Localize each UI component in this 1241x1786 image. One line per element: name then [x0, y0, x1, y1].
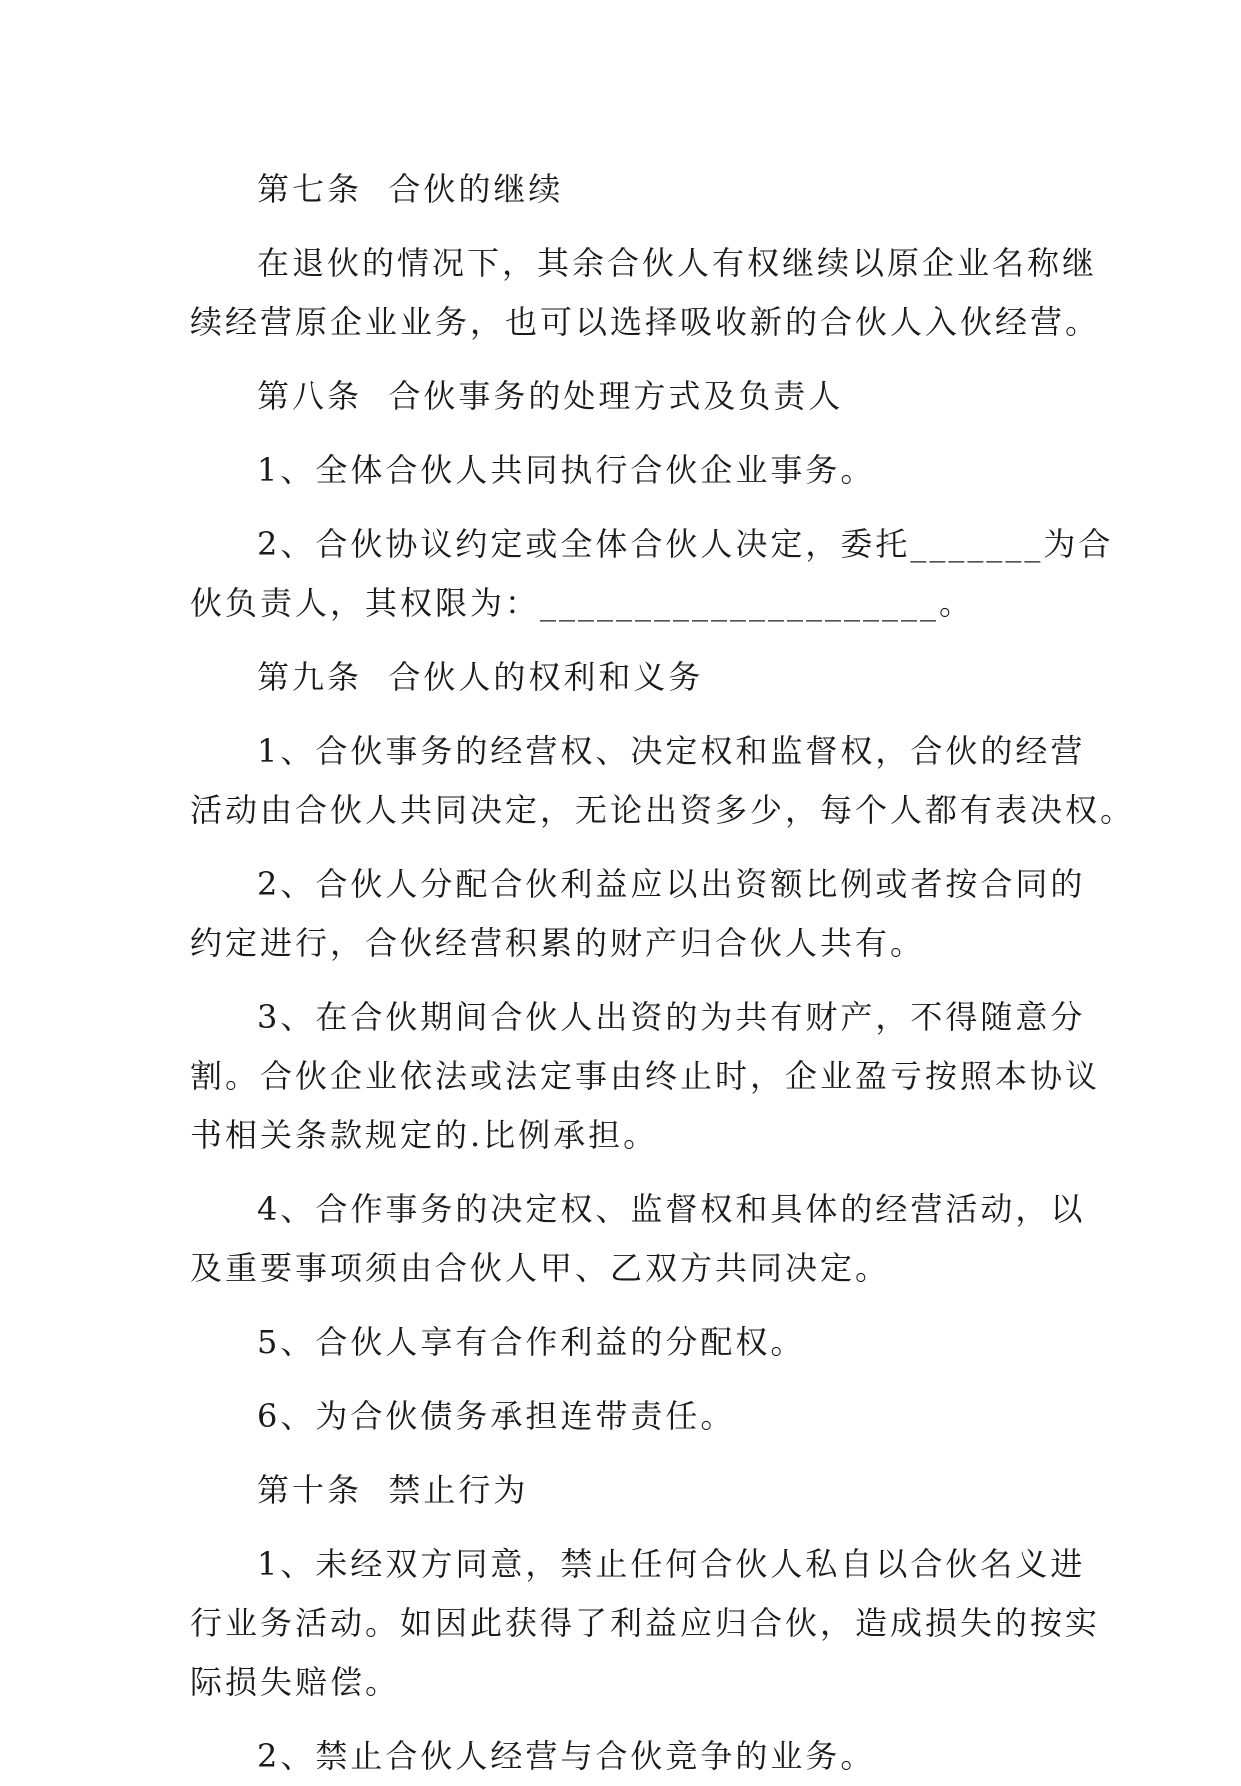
paragraph-line: 伙负责人，其权限为：_____________________。	[190, 584, 975, 622]
article-9-item-3	[190, 988, 1101, 1165]
article-9-item-1	[190, 722, 1136, 840]
paragraph-line: 行业务活动。如因此获得了利益应归合伙，造成损失的按实	[190, 1604, 1101, 1642]
article-9-item-2	[190, 855, 1086, 973]
paragraph-line: 续经营原企业业务，也可以选择吸收新的合伙人入伙经营。	[190, 303, 1101, 341]
paragraph-line: 及重要事项须由合伙人甲、乙双方共同决定。	[190, 1249, 891, 1287]
paragraph-line: 6、为合伙债务承担连带责任。	[257, 1397, 736, 1435]
paragraph-line: 书相关条款规定的.比例承担。	[190, 1116, 659, 1154]
article-9-item-6	[190, 1387, 1050, 1446]
paragraph-line: 4、合作事务的决定权、监督权和具体的经营活动，以	[257, 1190, 1086, 1228]
heading-line: 第八条 合伙事务的处理方式及负责人	[257, 377, 844, 415]
paragraph-line: 2、合伙协议约定或全体合伙人决定，委托_______为合	[257, 525, 1114, 563]
paragraph-line: 际损失赔偿。	[190, 1663, 401, 1701]
heading-line: 第七条 合伙的继续	[257, 170, 564, 208]
article-7-heading	[190, 160, 1050, 219]
article-8-item-2	[190, 515, 1114, 633]
heading-line: 第九条 合伙人的权利和义务	[257, 658, 704, 696]
paragraph-line: 3、在合伙期间合伙人出资的为共有财产，不得随意分	[257, 998, 1086, 1036]
article-9-heading	[190, 648, 1050, 707]
paragraph-line: 活动由合伙人共同决定，无论出资多少，每个人都有表决权。	[190, 791, 1136, 829]
heading-line: 第十条 禁止行为	[257, 1471, 529, 1509]
article-10-item-1	[190, 1535, 1101, 1712]
article-8-heading	[190, 367, 1050, 426]
paragraph-line: 1、全体合伙人共同执行合伙企业事务。	[257, 451, 876, 489]
paragraph-line: 2、合伙人分配合伙利益应以出资额比例或者按合同的	[257, 865, 1086, 903]
document-body	[190, 160, 1136, 1786]
article-10-item-2	[190, 1727, 1050, 1786]
paragraph-line: 约定进行，合伙经营积累的财产归合伙人共有。	[190, 924, 926, 962]
paragraph-line: 5、合伙人享有合作利益的分配权。	[257, 1323, 806, 1361]
paragraph-line: 1、未经双方同意，禁止任何合伙人私自以合伙名义进	[257, 1545, 1086, 1583]
article-9-item-4	[190, 1180, 1086, 1298]
paragraph-line: 1、合伙事务的经营权、决定权和监督权，合伙的经营	[257, 732, 1086, 770]
paragraph-line: 2、禁止合伙人经营与合伙竞争的业务。	[257, 1737, 876, 1775]
paragraph-line: 割。合伙企业依法或法定事由终止时，企业盈亏按照本协议	[190, 1057, 1101, 1095]
article-10-heading	[190, 1461, 1050, 1520]
article-7-paragraph	[190, 234, 1101, 352]
paragraph-line: 在退伙的情况下，其余合伙人有权继续以原企业名称继	[257, 244, 1098, 282]
article-8-item-1	[190, 441, 1050, 500]
article-9-item-5	[190, 1313, 1050, 1372]
